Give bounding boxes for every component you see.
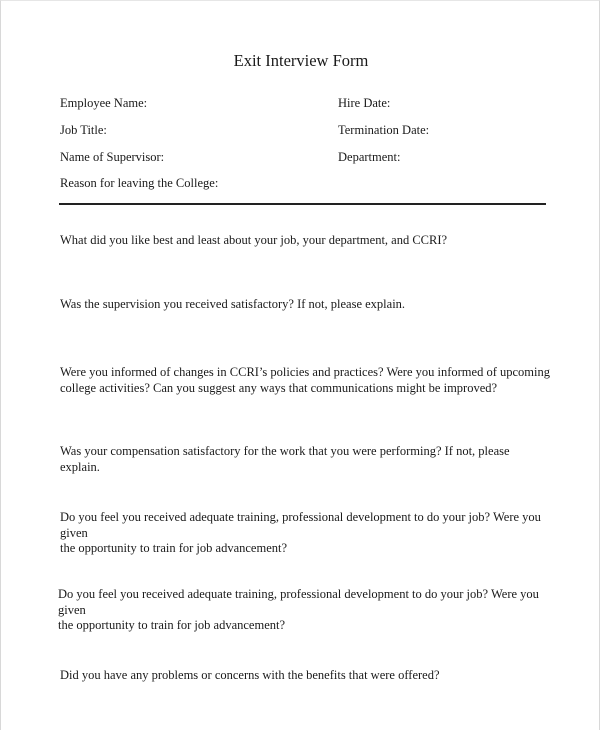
question-5-line-2: the opportunity to train for job advancement? (60, 541, 288, 555)
question-3 (60, 365, 550, 396)
section-divider (59, 203, 546, 205)
hire-date-label: Hire Date: (338, 96, 391, 110)
question-7-line-1: Did you have any problems or concerns with the benefits that were offered? (60, 668, 440, 682)
question-3-line-2: college activities? Can you suggest any ways that communications might be improved? (60, 380, 498, 395)
question-7 (60, 668, 550, 684)
question-2 (60, 297, 550, 313)
job-title-label: Job Title: (60, 123, 107, 137)
question-5-line-1: Do you feel you received adequate training, professional development to do your job? Were you given (60, 510, 541, 540)
question-3-line-1: Were you informed of changes in CCRI’s policies and practices? Were you informed of upcoming (60, 365, 550, 379)
termination-date-label: Termination Date: (338, 123, 430, 137)
question-6-line-1: Do you feel you received adequate training, professional development to do your job? Were you given (58, 587, 539, 617)
supervisor-label: Name of Supervisor: (60, 150, 165, 164)
department-label: Department: (338, 150, 401, 164)
question-4 (60, 444, 550, 475)
employee-name-label: Employee Name: (60, 96, 148, 110)
question-6-line-2: the opportunity to train for job advancement? (58, 618, 286, 632)
question-6 (58, 587, 548, 634)
question-2-line-1: Was the supervision you received satisfactory? If not, please explain. (60, 297, 406, 311)
question-5 (60, 510, 550, 557)
reason-label: Reason for leaving the College: (60, 176, 219, 190)
question-1 (60, 233, 550, 249)
form-title: Exit Interview Form (233, 51, 369, 70)
question-4-line-1: Was your compensation satisfactory for the work that you were performing? If not, please explain. (60, 444, 510, 474)
question-1-line-1: What did you like best and least about your job, your department, and CCRI? (60, 233, 448, 247)
